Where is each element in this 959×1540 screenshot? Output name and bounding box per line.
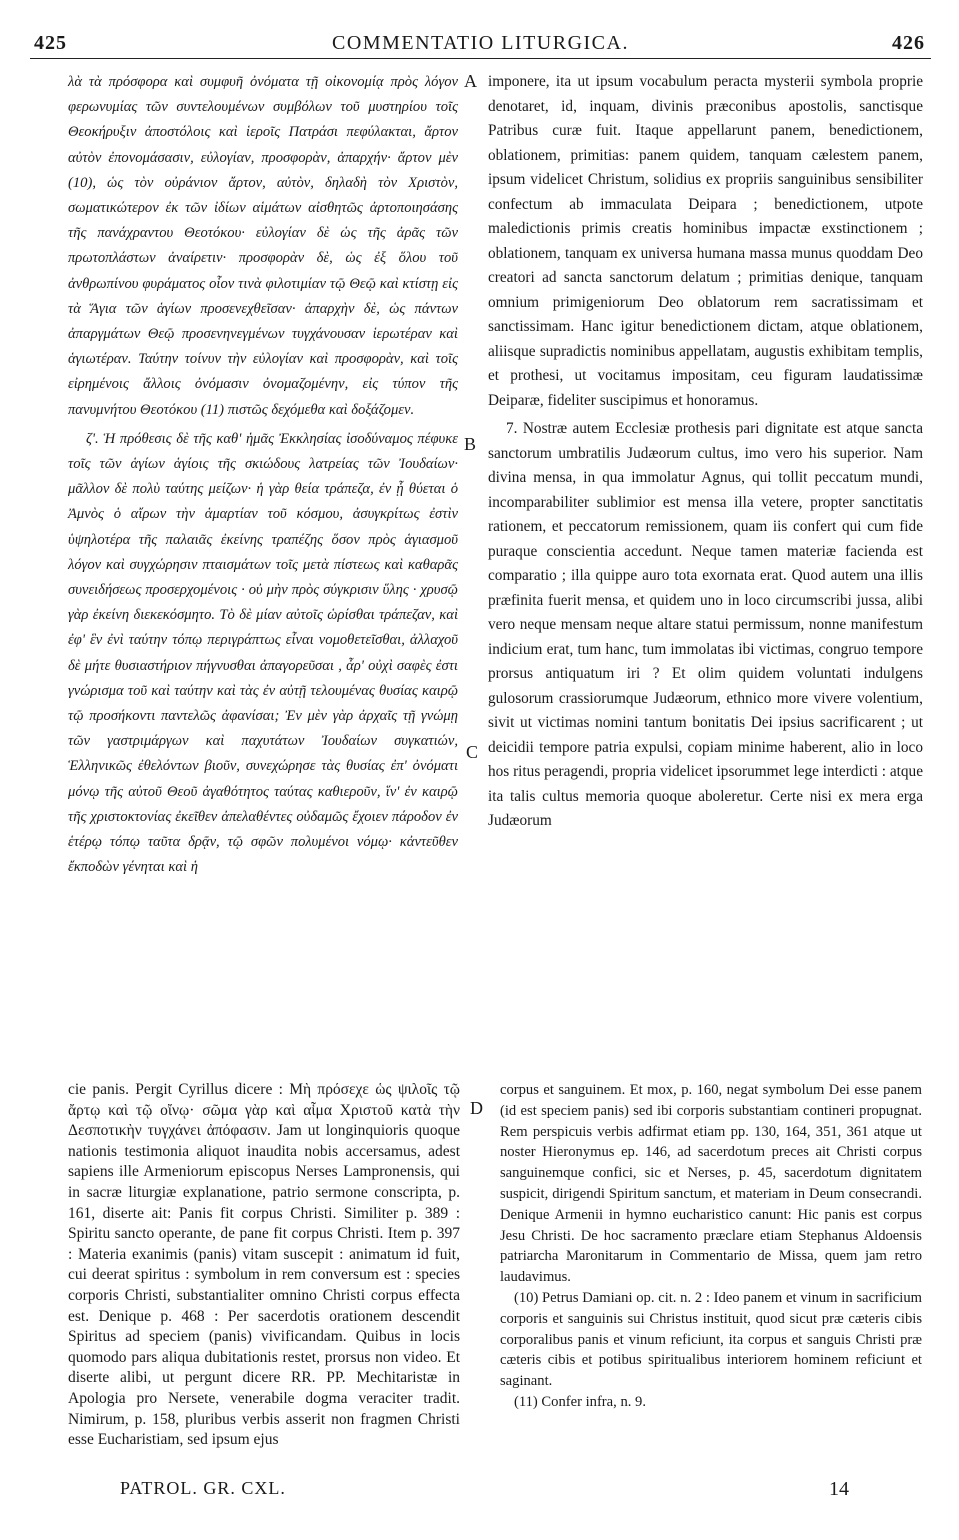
footnote-10: (10) Petrus Damiani op. cit. n. 2 : Ideo panem et vinum in sacrificium corporis et sanguinis sui Christus instituit, quod sicut præ cæteris cibis corporalibus panis et vinum reficiunt, ita corpus et sanguis Christi præ cæteris cibis et potibus spiritualibus interiorem hominem reficiunt et saginant. — [500, 1289, 922, 1390]
greek-paragraph-2: ζ'. Ἡ πρόθεσις δὲ τῆς καθ' ἡμᾶς Ἐκκλησίας ἰσοδύναμος πέφυκε τοῖς τῶν ἁγίων ἁγίοις τῆς σκιώδους λατρείας τῶν Ἰουδαίων· μᾶλλον δὲ πολὺ ταύτης μείζων· ἡ γὰρ θεία τράπεζα, ἐν ᾗ θύεται ὁ Ἀμνὸς ὁ αἴρων τὴν ἁμαρτίαν τοῦ κόσμου, ἀσυγκρίτως ἐστὶν ὑψηλοτέρα τῆς παλαιᾶς ἐκείνης τραπέζης ὅσον πρὸς ἁγιασμοῦ λόγον καὶ συγχώρησιν πταισμάτων τοῖς μετὰ πίστεως καὶ καθαρᾶς συνειδήσεως προσερχομένοις · οὐ μὴν πρὸς σύγκρισιν ὕλης · χρυσῷ γὰρ ἐκείνη διεκεκόσμητο. Τὸ δὲ μίαν αὐτοῖς ὡρίσθαι τράπεζαν, καὶ ἐφ' ἓν ἐνὶ ταύτην τόπῳ περιγράπτως εἶναι νομοθετεῖσθαι, ἀλλαχοῦ δὲ μήτε θυσιαστήριον πήγνυσθαι ἀπαγορεῦσαι , ἆρ' οὐχὶ σαφὲς ἐστι γνώρισμα τοῦ καὶ ταύτην καὶ τὰς ἐν αὐτῇ τελουμένας θυσίας καιρῷ τῷ προσήκοντι παντελῶς ἀφανίσαι; Ἐν μὲν γὰρ ἀρχαῖς τῇ γνώμῃ τῶν γαστριμάργων καὶ παχυτάτων Ἰουδαίων συγκατιών, Ἑλληνικῶς ἐθελόντων βιοῦν, συνεχώρησε τὰς θυσίας ἐπ' ὀνόματι μόνῳ τῆς αὐτοῦ Θεοῦ ἀγαθότητος ταύτας καθιεροῦν, ἵν' ἐν καιρῷ τῆς χριστοκτονίας ἐκεῖθεν ἀπελαθέντες οὐδαμῶς ἔχοιεν πάροδον ἐν ἑτέρῳ τόπῳ ταῦτα δρᾷν, τῷ σφῶν πολυμένοι νόμῳ· κἀντεῦθεν ἔκποδὼν γένηται καὶ ἡ — [68, 430, 458, 876]
signature-mark: PATROL. GR. CXL. — [120, 1478, 286, 1498]
latin-column — [488, 70, 923, 834]
page-number-right: 426 — [892, 32, 925, 54]
greek-column — [68, 70, 458, 881]
commentary-left-column — [68, 1080, 460, 1451]
margin-letter-a: A — [464, 71, 477, 91]
page-footer — [120, 1478, 849, 1508]
margin-letter-b: B — [464, 434, 477, 454]
greek-paragraph-1: λὰ τὰ πρόσφορα καὶ συμφυῆ ὀνόματα τῇ οἰκονομίᾳ πρὸς λόγον φερωνυμίας τῶν συντελουμένων συμβόλων τοῦ μυστηρίου τοῖς Θεοκήρυξιν ἀποστόλοις καὶ ἱεροῖς Πατράσι πεφύλακται, ἄρτον αὐτὸν ἐπονομάσασιν, εὐλογίαν, προσφορὰν, ἀπαρχήν· ἄρτον μὲν (10), ὡς τὸν οὐράνιον ἄρτον, αὐτὸν, δηλαδὴ τὸν Χριστὸν, σωματικώτερον ἐκ τῶν ἰδίων αἱμάτων αἰσθητῶς ἀρτοποιησάσης τῆς πανάχραντου Θεοτόκου· εὐλογίαν δὲ ὡς τῆς ἀρᾶς τῶν πρωτοπλάστων ἀναίρετιν· προσφορὰν δὲ, ὡς ἐξ ὅλου τοῦ ἀνθρωπίνου φυράματος οἷον τινὰ φιλοτιμίαν τῷ Θεῷ καὶ κτίστῃ εἰς τὰ Ἅγια τῶν ἁγίων προσενεχθεῖσαν· ἀπαρχὴν δὲ, ὡς πάντων ἀπαργμάτων Θεῷ προσενηνεγμένων τυγχάνουσαν ἱερωτέραν καὶ ἁγιωτέραν. Ταύτην τοίνυν τὴν εὐλογίαν καὶ προσφορὰν, καὶ τοῖς εἰρημένοις ἄλλοις ὀνόμασιν ὀνομαζομένην, εἰς τύπον τῆς πανυμνήτου Θεοτόκου (11) πιστῶς δεχόμεθα καὶ δοξάζομεν. — [68, 74, 458, 418]
running-title: COMMENTATIO LITURGICA. — [332, 32, 629, 54]
commentary-right-text: corpus et sanguinem. Et mox, p. 160, negat symbolum Dei esse panem (id est speciem panis) sed ibi corporis substantiam contineri propugnat. Rem perspicuis verbis adfirmat etiam pp. 130, 164, 351, 361 atque ut noster Hieronymus ep. 146, ad sacerdotum preces ait Christi corpus sanguinemque confici, sic et Nerses, p. 45, sacerdotum dignitatem suspicit, dirigendi Spiritum sanctum, et materiam in Deum consecrandi. Denique Armenii in hymno eucharistico canunt: Hic panis est corpus Jesu Christi. De hoc sacramento præclare etiam Stephanus Aldoensis patriarcha Maronitarum in Commentario de Missa, quem jam retro laudavimus. — [500, 1082, 922, 1286]
page-number-left: 425 — [34, 32, 67, 54]
margin-letter-c: C — [466, 742, 479, 762]
commentary-left-text: cie panis. Pergit Cyrillus dicere : Μὴ πρόσεχε ὡς ψιλοῖς τῷ ἄρτῳ καὶ τῷ οἴνῳ· σῶμα γὰρ καὶ αἷμα Χριστοῦ κατὰ τὴν Δεσποτικὴν τυγχάνει ἀπόφασιν. Jam ut longinquioris quoque nationis testimonia aliquot inaudita nobis accersamus, adest sapiens ille Armeniorum episcopus Nerses Lampronensis, qui in sacræ liturgiæ explanatione, patrio sermone conscripta, p. 161, diserte ait: Panis fit corpus Christi. Similiter p. 389 : Spiritu sancto operante, de pane fit corpus Christi. Item p. 397 : Materia exanimis (panis) vitam suscepit : animatum id fuit, cui deerat spiritus : symbolum in rem conversum est : species corporis Christi, substantialiter omnino Christi corpus effecta est. Denique p. 468 : Per sacerdotis orationem descendit Spiritus ad speciem (panis) vivificandam. Quibus in locis quomodo pars aliqua dubitationis restet, prorsus non video. Et diserte alibi, ut pergunt dicere RR. PP. Mechitaristæ in Apologia pro Nersete, venerabile dogma veraciter tradit. Nimirum, p. 158, pluribus verbis asserit non fragmen Christi esse Eucharistiam, sed ipsum ejus — [68, 1081, 460, 1449]
latin-paragraph-1: imponere, ita ut ipsum vocabulum peracta mysterii symbola proprie denotaret, id, inquam, divinis præconibus apostolis, sanctisque Patribus curæ fuit. Itaque appellarunt panem, benedictionem, oblationem, primitias: panem quidem, tanquam cælestem panem, ipsum videlicet Christum, solidius ex propriis sanguinibus sensibiliter confectum ab immaculata Deipara ; benedictionem, utpote maledictionis primis creatis hominibus impactæ exstinctionem ; oblationem, tanquam ex universa humana massa munus quoddam Deo creatori ad sancta sanctorum delatum ; primitias denique, tanquam omnium primigeniorum Deo oblatorum rem sacratissimam et sanctissimam. Hanc igitur benedictionem dictam, atque oblationem, aliisque supradictis nominibus appellatam, augustis exhibitam templis, et prothesi, ut vocitamus impositam, ceu figuram laudatissimæ Deiparæ, fideliter suscipimus et honoramus. — [488, 73, 923, 409]
footnote-11: (11) Confer infra, n. 9. — [514, 1393, 646, 1410]
sheet-number: 14 — [829, 1478, 849, 1500]
margin-letter-d: D — [470, 1098, 483, 1118]
commentary-right-column — [500, 1080, 922, 1413]
page-header — [30, 28, 931, 59]
latin-paragraph-2: 7. Nostræ autem Ecclesiæ prothesis pari dignitate est atque sancta sanctorum umbratilis Judæorum cultus, imo vero his superior. Nam divina mensa, in qua immolatur Agnus, qui tollit peccatum mundi, incomparabiliter sublimior est mensa illa vetere, propter sanctitatis rationem, et peccatorum remissionem, quam iis confert qui cum fide puraque conscientia accedunt. Neque tamen materiæ facienda est comparatio ; illa quippe auro tota exornata erat. Quod autem una illis præfinita fuerit mensa, et quidem uno in loco circumscribi jussa, alibi vero neque mensam neque altare statui permissum, nonne manifestum indicium erat, tum hanc, tum immolatas ibi victimas, congruo tempore prorsus antiquatum iri ? Et olim quidem voluntati indulgens gulosorum crassiorumque Judæorum, ethnico more vivere volentium, sivit ut victimas nomini tantum bonitatis Dei ipsius sacrificarent ; ut deicidii tempore patria expulsi, copiam minime haberent, alio in loco hos ritus peragendi, propria videlicet ipsorummet lege interdicti : atque ita talis cultus memoria quoque aboleretur. Certe nisi ex mera erga Judæorum — [488, 420, 923, 829]
